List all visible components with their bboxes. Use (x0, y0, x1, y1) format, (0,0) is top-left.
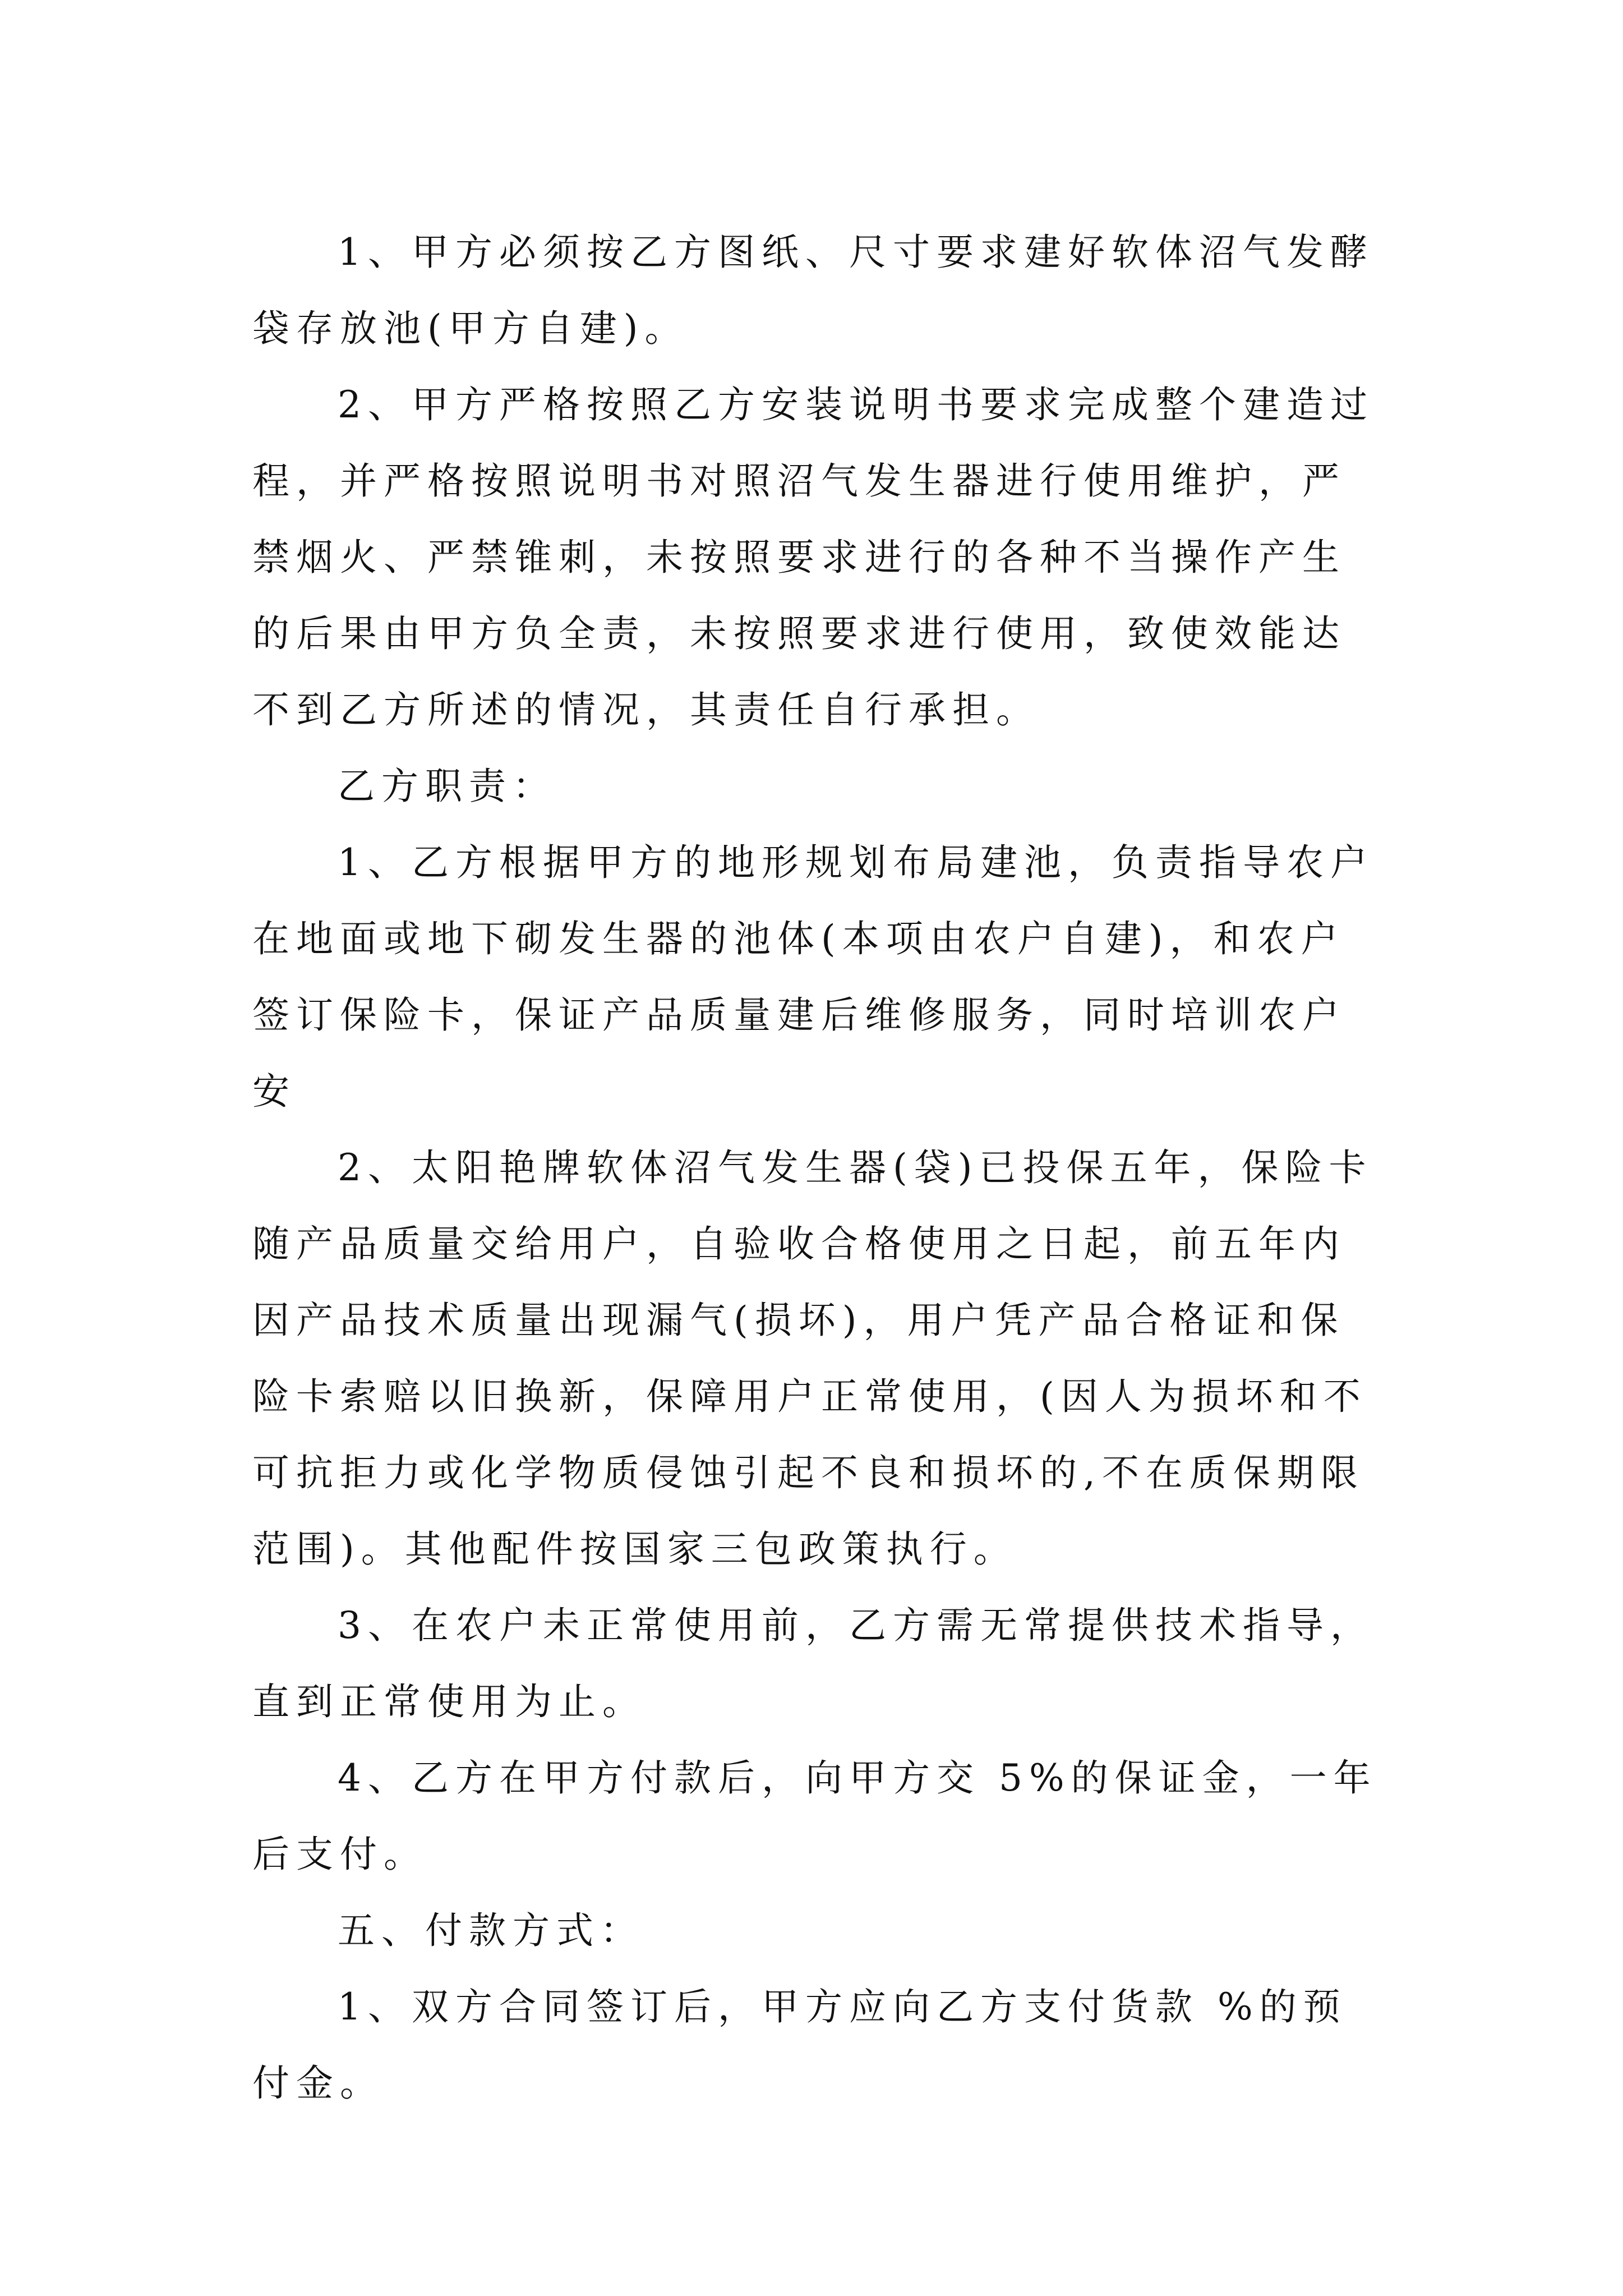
paragraph-party-b-item-4: 4、乙方在甲方付款后，向甲方交 5%的保证金，一年后支付。 (252, 1756, 1377, 1876)
paragraph-payment-item-1: 1、双方合同签订后，甲方应向乙方支付货款 %的预付金。 (252, 1985, 1347, 2105)
section-heading-payment-method: 五、付款方式： (338, 1909, 644, 1952)
paragraph-party-b-item-3: 3、在农户未正常使用前，乙方需无常提供技术指导，直到正常使用为止。 (252, 1604, 1374, 1723)
paragraph-party-a-item-1: 1、甲方必须按乙方图纸、尺寸要求建好软体沼气发酵袋存放池(甲方自建)。 (252, 231, 1374, 350)
paragraph-party-b-item-1: 1、乙方根据甲方的地形规划布局建池，负责指导农户在地面或地下砌发生器的池体(本项由农户自建)，和农户签订保险卡，保证产品质量建后维修服务，同时培训农户安 (252, 841, 1374, 1113)
paragraph-party-a-item-2: 2、甲方严格按照乙方安装说明书要求完成整个建造过程，并严格按照说明书对照沼气发生器进行使用维护，严禁烟火、严禁锥刺，未按照要求进行的各种不当操作产生的后果由甲方负全责，未按照要求进行使用，致使效能达不到乙方所述的情况，其责任自行承担。 (252, 383, 1374, 731)
document-body (252, 214, 1385, 2122)
section-heading-party-b-duties: 乙方职责： (338, 765, 556, 808)
paragraph-party-b-item-2: 2、太阳艳牌软体沼气发生器(袋)已投保五年，保险卡随产品质量交给用户，自验收合格使用之日起，前五年内因产品技术质量出现漏气(损坏)，用户凭产品合格证和保险卡索赔以旧换新，保障用户正常使用，(因人为损坏和不可抗拒力或化学物质侵蚀引起不良和损坏的,不在质保期限范围)。其他配件按国家三包政策执行。 (252, 1146, 1373, 1571)
